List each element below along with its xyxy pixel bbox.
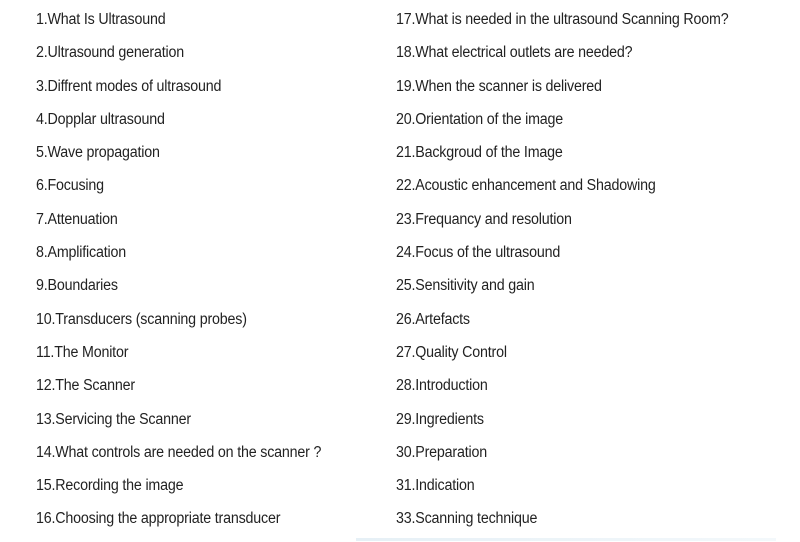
- list-item: 23.Frequancy and resolution: [396, 210, 572, 228]
- list-item: 28.Introduction: [396, 377, 488, 395]
- list-item: 4.Dopplar ultrasound: [36, 110, 165, 128]
- list-item: 3.Diffrent modes of ultrasound: [36, 77, 222, 95]
- list-item: 5.Wave propagation: [36, 144, 160, 162]
- list-item: 30.Preparation: [396, 443, 487, 461]
- list-item: 31.Indication: [396, 477, 475, 495]
- list-item: 19.When the scanner is delivered: [396, 77, 602, 95]
- list-item: 25.Sensitivity and gain: [396, 277, 535, 295]
- list-item: 22.Acoustic enhancement and Shadowing: [396, 177, 656, 195]
- list-item: 9.Boundaries: [36, 277, 118, 295]
- toc-column-left: [36, 6, 376, 539]
- list-item: 2.Ultrasound generation: [36, 44, 184, 62]
- list-item: 7.Attenuation: [36, 210, 118, 228]
- bottom-divider: [356, 538, 776, 541]
- list-item: 24.Focus of the ultrasound: [396, 244, 561, 262]
- list-item: 12.The Scanner: [36, 377, 135, 395]
- list-item: 11.The Monitor: [36, 343, 129, 361]
- list-item: 17.What is needed in the ultrasound Scanning Room?: [396, 11, 729, 28]
- list-item: 14.What controls are needed on the scanner ?: [36, 443, 322, 461]
- list-item: 21.Backgroud of the Image: [396, 144, 563, 162]
- list-item: 10.Transducers (scanning probes): [36, 310, 247, 328]
- toc-column-right: [396, 6, 796, 539]
- list-item: 33.Scanning technique: [396, 510, 538, 528]
- list-item: 1.What Is Ultrasound: [36, 11, 166, 28]
- list-item: 27.Quality Control: [396, 343, 507, 361]
- list-item: 18.What electrical outlets are needed?: [396, 44, 633, 62]
- list-item: 15.Recording the image: [36, 477, 184, 495]
- list-item: 26.Artefacts: [396, 310, 470, 328]
- list-item: 13.Servicing the Scanner: [36, 410, 191, 428]
- list-item: 29.Ingredients: [396, 410, 484, 428]
- list-item: 6.Focusing: [36, 177, 104, 195]
- list-item: 16.Choosing the appropriate transducer: [36, 510, 281, 528]
- list-item: 8.Amplification: [36, 244, 126, 262]
- list-item: 20.Orientation of the image: [396, 110, 564, 128]
